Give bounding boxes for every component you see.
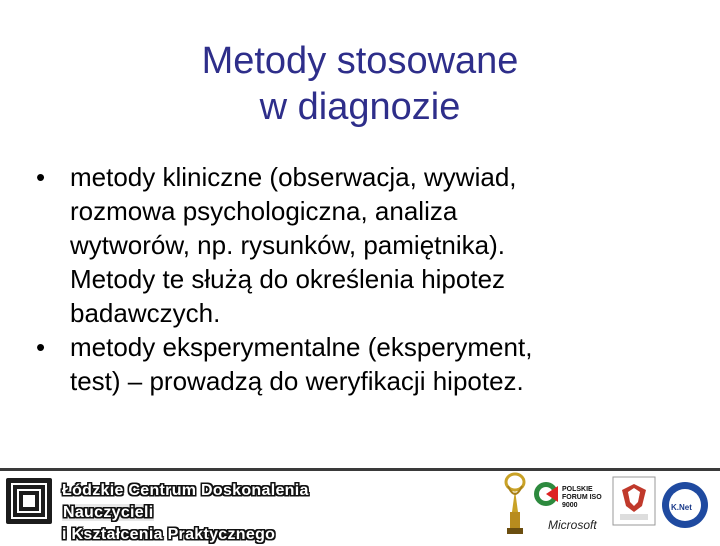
organization-name: [62, 480, 482, 546]
slide-title-line-2: w diagnozie: [259, 86, 461, 128]
org-name-line-1b: Nauczycieli: [63, 504, 154, 521]
org-name-line-2: i Kształcenia Praktycznego: [62, 526, 276, 543]
bullet-item: [28, 160, 688, 330]
footer-band: [0, 468, 720, 543]
iso-forum-label: POLSKIE FORUM ISO 9000: [562, 486, 602, 509]
knet-label: K.Net: [671, 503, 692, 512]
bullet-1-line-3: wytworów, np. rysunków, pamiętnika).: [70, 230, 505, 260]
bullet-2-line-1: metody eksperymentalne (eksperyment,: [70, 332, 533, 362]
bullet-2-line-2: test) – prowadzą do weryfikacji hipotez.: [70, 366, 524, 396]
award-trophy-icon: [500, 472, 530, 538]
bullet-dot-icon: •: [36, 162, 46, 192]
microsoft-label: Microsoft: [548, 518, 597, 532]
bullet-1-line-1: metody kliniczne (obserwacja, wywiad,: [70, 162, 517, 192]
slide-title: [0, 38, 720, 130]
polish-eagle-icon: [612, 476, 656, 526]
bullet-1-line-2: rozmowa psychologiczna, analiza: [70, 196, 458, 226]
org-name-line-1a: Łódzkie Centrum Doskonalenia: [62, 482, 309, 499]
slide-title-line-1: Metody stosowane: [201, 40, 519, 82]
bullet-1-line-5: badawczych.: [70, 298, 221, 328]
iso-forum-icon: [532, 480, 560, 508]
bullet-list: [28, 160, 688, 398]
bullet-1-line-4: Metody te służą do określenia hipotez: [70, 264, 506, 294]
bullet-item: [28, 330, 688, 398]
footer-divider: [0, 468, 720, 471]
center-logo-icon: [6, 478, 52, 524]
bullet-dot-icon: •: [36, 332, 46, 362]
